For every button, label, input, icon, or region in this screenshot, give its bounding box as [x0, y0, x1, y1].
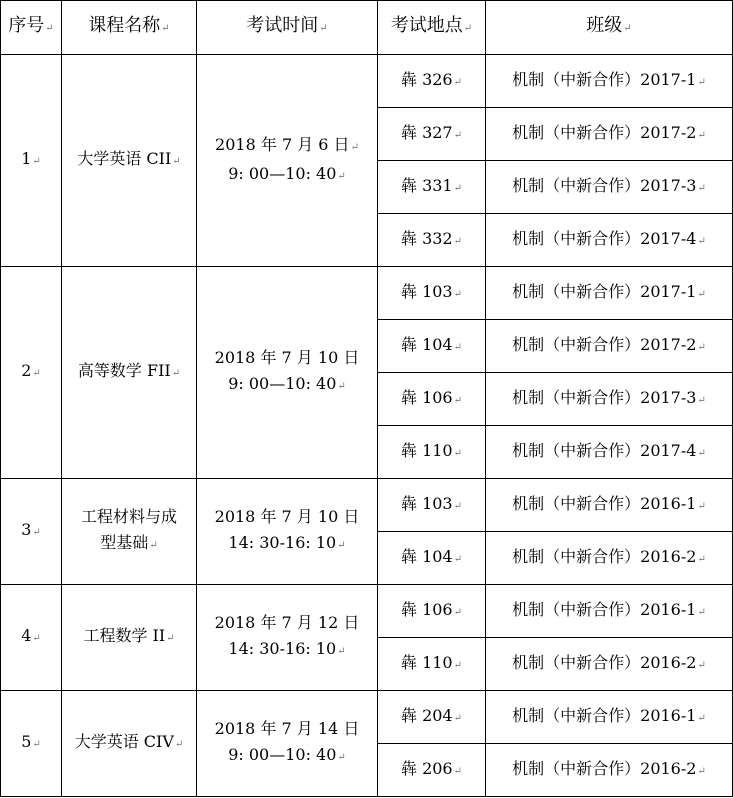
room: 犇 332 — [400, 228, 453, 248]
exam-date: 2018 年 7 月 14 日 — [214, 719, 360, 738]
class-cell — [486, 426, 733, 479]
header-cell-time — [197, 1, 378, 55]
paragraph-mark-icon: ↵ — [697, 500, 706, 512]
class-name: 机制（中新合作）2017-2 — [512, 334, 697, 354]
room-cell — [378, 320, 486, 373]
paragraph-mark-icon: ↵ — [319, 23, 328, 34]
paragraph-mark-icon: ↵ — [149, 540, 158, 551]
course-name: 大学英语 CIV — [74, 732, 174, 751]
time-cell — [197, 585, 378, 691]
class-name: 机制（中新合作）2016-2 — [512, 652, 697, 672]
paragraph-mark-icon: ↵ — [453, 712, 463, 724]
header-label-time: 考试时间 — [246, 15, 319, 36]
class-cell — [486, 55, 733, 108]
exam-date: 2018 年 7 月 6 日 — [215, 134, 350, 154]
table-row — [1, 585, 733, 638]
paragraph-mark-icon: ↵ — [453, 341, 463, 353]
row-index: 2 — [21, 361, 32, 380]
paragraph-mark-icon: ↵ — [453, 76, 463, 88]
course-cell — [62, 691, 197, 797]
class-cell — [486, 744, 733, 797]
row-index: 3 — [21, 520, 32, 539]
table-row — [1, 479, 733, 532]
paragraph-mark-icon: ↵ — [453, 288, 463, 300]
room: 犇 110 — [400, 652, 453, 672]
paragraph-mark-icon: ↵ — [453, 235, 463, 247]
class-name: 机制（中新合作）2017-4 — [512, 440, 697, 460]
class-cell — [486, 161, 733, 214]
paragraph-mark-icon: ↵ — [32, 527, 41, 538]
exam-hours: 9: 00—10: 40 — [228, 374, 337, 393]
exam-hours: 9: 00—10: 40 — [228, 745, 337, 764]
class-name: 机制（中新合作）2017-2 — [512, 122, 697, 142]
table-row — [1, 691, 733, 744]
room-cell — [378, 426, 486, 479]
class-name: 机制（中新合作）2017-4 — [512, 228, 697, 248]
room: 犇 104 — [400, 546, 453, 566]
course-cell — [62, 479, 197, 585]
room-cell — [378, 638, 486, 691]
class-name: 机制（中新合作）2016-1 — [512, 493, 697, 513]
paragraph-mark-icon: ↵ — [161, 23, 170, 34]
exam-hours-line — [197, 161, 377, 190]
room-cell — [378, 161, 486, 214]
exam-hours: 14: 30-16: 10 — [228, 639, 337, 658]
time-cell — [197, 691, 378, 797]
exam-date: 2018 年 7 月 10 日 — [214, 348, 360, 367]
exam-date-line — [197, 716, 377, 742]
room: 犇 103 — [400, 493, 453, 513]
paragraph-mark-icon: ↵ — [697, 76, 706, 88]
index-cell — [1, 267, 62, 479]
index-cell — [1, 55, 62, 267]
course-name: 工程数学 II — [83, 626, 166, 645]
room: 犇 204 — [400, 705, 453, 725]
room-cell — [378, 691, 486, 744]
time-cell — [197, 479, 378, 585]
row-index: 5 — [21, 732, 32, 751]
paragraph-mark-icon: ↵ — [697, 447, 706, 459]
paragraph-mark-icon: ↵ — [453, 394, 463, 406]
paragraph-mark-icon: ↵ — [453, 606, 463, 618]
room-cell — [378, 585, 486, 638]
class-cell — [486, 532, 733, 585]
course-name: 大学英语 CII — [77, 149, 172, 168]
paragraph-mark-icon: ↵ — [697, 341, 706, 353]
exam-date-line — [197, 504, 377, 530]
paragraph-mark-icon: ↵ — [697, 553, 706, 565]
header-label-course: 课程名称 — [88, 15, 161, 36]
class-name: 机制（中新合作）2016-1 — [512, 705, 697, 725]
class-cell — [486, 691, 733, 744]
course-cell — [62, 267, 197, 479]
exam-date-line — [197, 132, 377, 161]
header-label-class: 班级 — [586, 15, 623, 36]
course-name: 型基础 — [100, 533, 149, 552]
paragraph-mark-icon: ↵ — [32, 739, 41, 750]
paragraph-mark-icon: ↵ — [337, 540, 346, 551]
paragraph-mark-icon: ↵ — [337, 381, 346, 392]
exam-hours-line — [197, 636, 377, 665]
paragraph-mark-icon: ↵ — [697, 765, 706, 777]
paragraph-mark-icon: ↵ — [45, 23, 54, 34]
room: 犇 103 — [400, 281, 453, 301]
row-index: 1 — [21, 149, 32, 168]
paragraph-mark-icon: ↵ — [32, 156, 41, 167]
room-cell — [378, 55, 486, 108]
paragraph-mark-icon: ↵ — [623, 23, 632, 34]
room: 犇 327 — [400, 122, 453, 142]
course-cell — [62, 585, 197, 691]
room-cell — [378, 108, 486, 161]
paragraph-mark-icon: ↵ — [174, 739, 184, 750]
room: 犇 326 — [400, 69, 453, 89]
time-cell — [197, 55, 378, 267]
paragraph-mark-icon: ↵ — [337, 646, 346, 657]
class-name: 机制（中新合作）2017-1 — [512, 281, 697, 301]
index-cell — [1, 479, 62, 585]
table-row — [1, 55, 733, 108]
room: 犇 106 — [400, 599, 453, 619]
course-name-line — [62, 504, 196, 530]
paragraph-mark-icon: ↵ — [337, 170, 346, 182]
index-cell — [1, 585, 62, 691]
room: 犇 104 — [400, 334, 453, 354]
paragraph-mark-icon: ↵ — [697, 394, 706, 406]
course-cell — [62, 55, 197, 267]
paragraph-mark-icon: ↵ — [697, 712, 706, 724]
class-name: 机制（中新合作）2016-2 — [512, 758, 697, 778]
paragraph-mark-icon: ↵ — [697, 606, 706, 618]
header-cell-index — [1, 1, 62, 55]
class-name: 机制（中新合作）2017-3 — [512, 175, 697, 195]
index-cell — [1, 691, 62, 797]
class-name: 机制（中新合作）2016-1 — [512, 599, 697, 619]
paragraph-mark-icon: ↵ — [453, 129, 463, 141]
room: 犇 331 — [400, 175, 453, 195]
room-cell — [378, 744, 486, 797]
header-cell-location — [378, 1, 486, 55]
room: 犇 106 — [400, 387, 453, 407]
class-cell — [486, 585, 733, 638]
header-row — [1, 1, 733, 55]
table-row — [1, 267, 733, 320]
paragraph-mark-icon: ↵ — [32, 368, 41, 379]
class-name: 机制（中新合作）2017-1 — [512, 69, 697, 89]
exam-date: 2018 年 7 月 10 日 — [214, 507, 360, 526]
paragraph-mark-icon: ↵ — [453, 500, 463, 512]
header-label-location: 考试地点 — [390, 15, 463, 36]
paragraph-mark-icon: ↵ — [172, 156, 181, 167]
room-cell — [378, 267, 486, 320]
header-label-index: 序号 — [8, 15, 45, 36]
class-cell — [486, 638, 733, 691]
paragraph-mark-icon: ↵ — [697, 129, 706, 141]
paragraph-mark-icon: ↵ — [453, 765, 463, 777]
paragraph-mark-icon: ↵ — [350, 141, 359, 153]
paragraph-mark-icon: ↵ — [337, 752, 346, 763]
exam-hours: 14: 30-16: 10 — [228, 533, 337, 552]
room-cell — [378, 479, 486, 532]
exam-date: 2018 年 7 月 12 日 — [214, 613, 360, 632]
header-cell-class — [486, 1, 733, 55]
header-cell-course — [62, 1, 197, 55]
schedule-body — [1, 55, 733, 797]
course-name: 高等数学 FII — [77, 361, 171, 380]
room-cell — [378, 373, 486, 426]
course-name-line — [62, 530, 196, 559]
paragraph-mark-icon: ↵ — [32, 633, 41, 644]
course-name: 工程材料与成 — [80, 507, 177, 526]
class-cell — [486, 320, 733, 373]
class-name: 机制（中新合作）2017-3 — [512, 387, 697, 407]
room-cell — [378, 214, 486, 267]
exam-date-line — [197, 610, 377, 636]
class-cell — [486, 479, 733, 532]
paragraph-mark-icon: ↵ — [697, 182, 706, 194]
room: 犇 206 — [400, 758, 453, 778]
paragraph-mark-icon: ↵ — [453, 553, 463, 565]
class-cell — [486, 373, 733, 426]
paragraph-mark-icon: ↵ — [697, 288, 706, 300]
paragraph-mark-icon: ↵ — [166, 633, 175, 644]
paragraph-mark-icon: ↵ — [697, 659, 706, 671]
row-index: 4 — [21, 626, 32, 645]
paragraph-mark-icon: ↵ — [171, 368, 181, 379]
class-cell — [486, 267, 733, 320]
room: 犇 110 — [400, 440, 453, 460]
time-cell — [197, 267, 378, 479]
class-name: 机制（中新合作）2016-2 — [512, 546, 697, 566]
paragraph-mark-icon: ↵ — [697, 235, 706, 247]
paragraph-mark-icon: ↵ — [453, 182, 463, 194]
exam-hours-line — [197, 371, 377, 400]
exam-hours-line — [197, 530, 377, 559]
exam-hours-line — [197, 742, 377, 771]
exam-hours: 9: 00—10: 40 — [228, 163, 337, 183]
exam-date-line — [197, 345, 377, 371]
paragraph-mark-icon: ↵ — [463, 23, 473, 34]
class-cell — [486, 214, 733, 267]
paragraph-mark-icon: ↵ — [453, 447, 463, 459]
paragraph-mark-icon: ↵ — [453, 659, 463, 671]
room-cell — [378, 532, 486, 585]
class-cell — [486, 108, 733, 161]
